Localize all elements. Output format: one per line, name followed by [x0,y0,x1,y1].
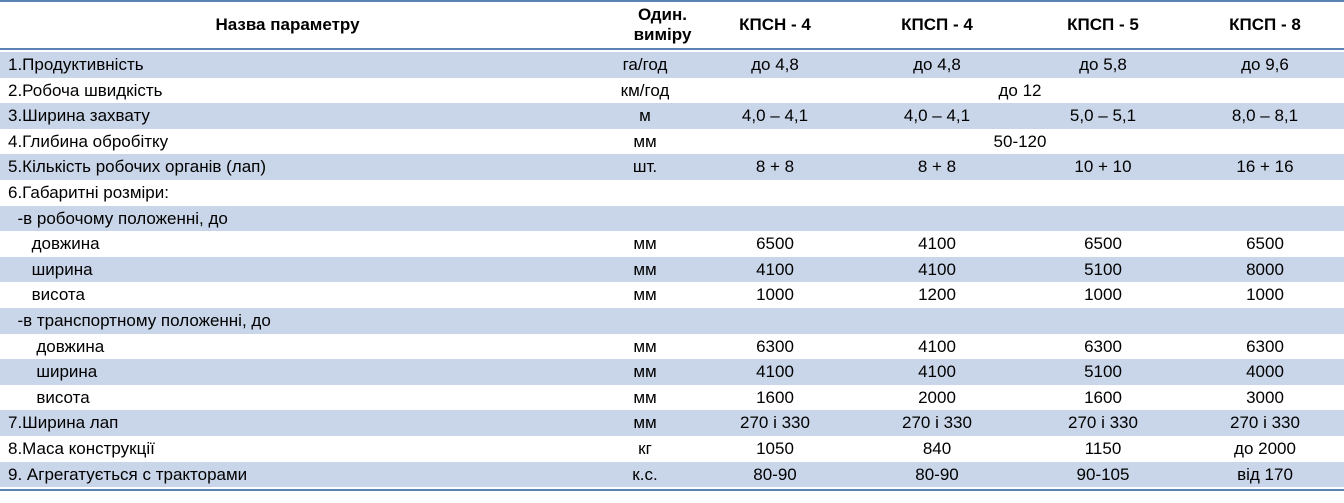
row-name: 3.Ширина захвату [8,106,150,126]
table-row [0,359,1344,385]
header-unit-line2: виміру [633,25,692,44]
row-v3: 5100 [1084,362,1122,382]
row-unit: шт. [632,157,658,177]
header-col1: КПСН - 4 [739,15,811,34]
row-unit: мм [633,234,657,254]
row-span: до 12 [998,80,1042,100]
table-row [0,282,1344,308]
row-v4: 3000 [1246,387,1284,407]
row-v1: 1600 [756,387,794,407]
table-row [0,52,1344,78]
row-v1: 80-90 [753,464,797,484]
row-v4: 8000 [1246,259,1284,279]
header-unit-line1: Один. [637,5,688,24]
row-unit: га/год [622,55,668,74]
row-v2: 4,0 – 4,1 [903,106,971,126]
row-name: висота [8,387,90,407]
table-row [0,410,1344,436]
row-unit: мм [633,259,657,279]
row-v4: 6300 [1246,336,1284,356]
row-v2: 270 і 330 [902,413,972,433]
header-col3: КПСП - 5 [1067,15,1139,34]
table-row [0,180,1344,206]
table-row [0,129,1344,155]
row-unit: мм [633,413,657,433]
row-v1: 6500 [756,234,794,254]
row-unit: мм [633,362,657,382]
row-v1: 4100 [756,259,794,279]
row-v4: до 9,6 [1241,55,1289,74]
row-v2: 8 + 8 [917,157,957,177]
row-name: -в робочому положенні, до [8,208,228,228]
row-unit: кг [638,439,652,458]
row-name: 8.Маса конструкції [8,439,155,458]
table-row [0,103,1344,129]
row-v3: 270 і 330 [1068,413,1138,433]
table-row [0,154,1344,180]
row-v1: до 4,8 [751,55,799,74]
row-v3: 1600 [1084,387,1122,407]
row-name: 9. Агрегатується с тракторами [8,464,248,484]
row-v4: 16 + 16 [1236,157,1294,177]
row-v3: 6500 [1084,234,1122,254]
row-v3: 90-105 [1076,464,1130,484]
row-v4: 8,0 – 8,1 [1231,106,1299,126]
row-unit: мм [633,387,657,407]
row-v2: 80-90 [915,464,959,484]
row-v3: 5,0 – 5,1 [1069,106,1137,126]
table-row [0,257,1344,283]
row-unit: к.с. [632,464,658,484]
row-v1: 4100 [756,362,794,382]
row-v2: 4100 [918,234,956,254]
bottom-rule [0,489,1344,491]
header-col4: КПСП - 8 [1229,15,1301,34]
row-v4: 4000 [1246,362,1284,382]
row-v3: 1150 [1084,439,1122,458]
row-v1: 4,0 – 4,1 [741,106,809,126]
row-name: 5.Кількість робочих органів (лап) [8,157,267,177]
table-header [0,0,1344,50]
row-name: 1.Продуктивність [8,55,144,74]
row-v4: до 2000 [1234,439,1296,458]
table-row [0,231,1344,257]
row-unit: мм [633,131,657,151]
row-v2: 4100 [918,259,956,279]
row-name: 4.Глибина обробітку [8,131,169,151]
table-row [0,308,1344,334]
row-name: довжина [8,336,105,356]
row-name: -в транспортному положенні, до [8,311,271,330]
row-name: 2.Робоча швидкість [8,80,163,100]
table-row [0,206,1344,232]
row-v2: 1200 [918,285,956,305]
row-name: ширина [8,362,98,382]
row-v1: 270 і 330 [740,413,810,433]
row-v2: 4100 [918,336,956,356]
header-name: Назва параметру [215,15,360,34]
row-v2: до 4,8 [913,55,961,74]
row-unit: м [639,106,651,126]
table-row [0,78,1344,104]
row-v4: 1000 [1246,285,1284,305]
row-name: довжина [8,234,100,254]
row-name: висота [8,285,85,305]
row-v3: 1000 [1084,285,1122,305]
row-unit: км/год [620,80,670,100]
table-row [0,436,1344,462]
row-name: 6.Габаритні розміри: [8,183,169,202]
table-row [0,462,1344,488]
row-v3: 5100 [1084,259,1122,279]
row-v1: 1050 [756,439,794,458]
row-span: 50-120 [993,131,1047,151]
header-col2: КПСП - 4 [901,15,973,34]
row-v4: 270 і 330 [1230,413,1300,433]
row-v1: 8 + 8 [755,157,795,177]
row-v3: 6300 [1084,336,1122,356]
table-row [0,385,1344,411]
row-unit: мм [633,285,657,305]
row-v2: 4100 [918,362,956,382]
table-row [0,334,1344,360]
row-unit: мм [633,336,657,356]
row-v3: 10 + 10 [1074,157,1132,177]
row-name: ширина [8,259,93,279]
row-v4: від 170 [1237,464,1293,484]
row-v4: 6500 [1246,234,1284,254]
row-name: 7.Ширина лап [8,413,119,433]
row-v1: 1000 [756,285,794,305]
row-v2: 2000 [918,387,956,407]
row-v2: 840 [922,439,952,458]
row-v3: до 5,8 [1079,55,1127,74]
row-v1: 6300 [756,336,794,356]
